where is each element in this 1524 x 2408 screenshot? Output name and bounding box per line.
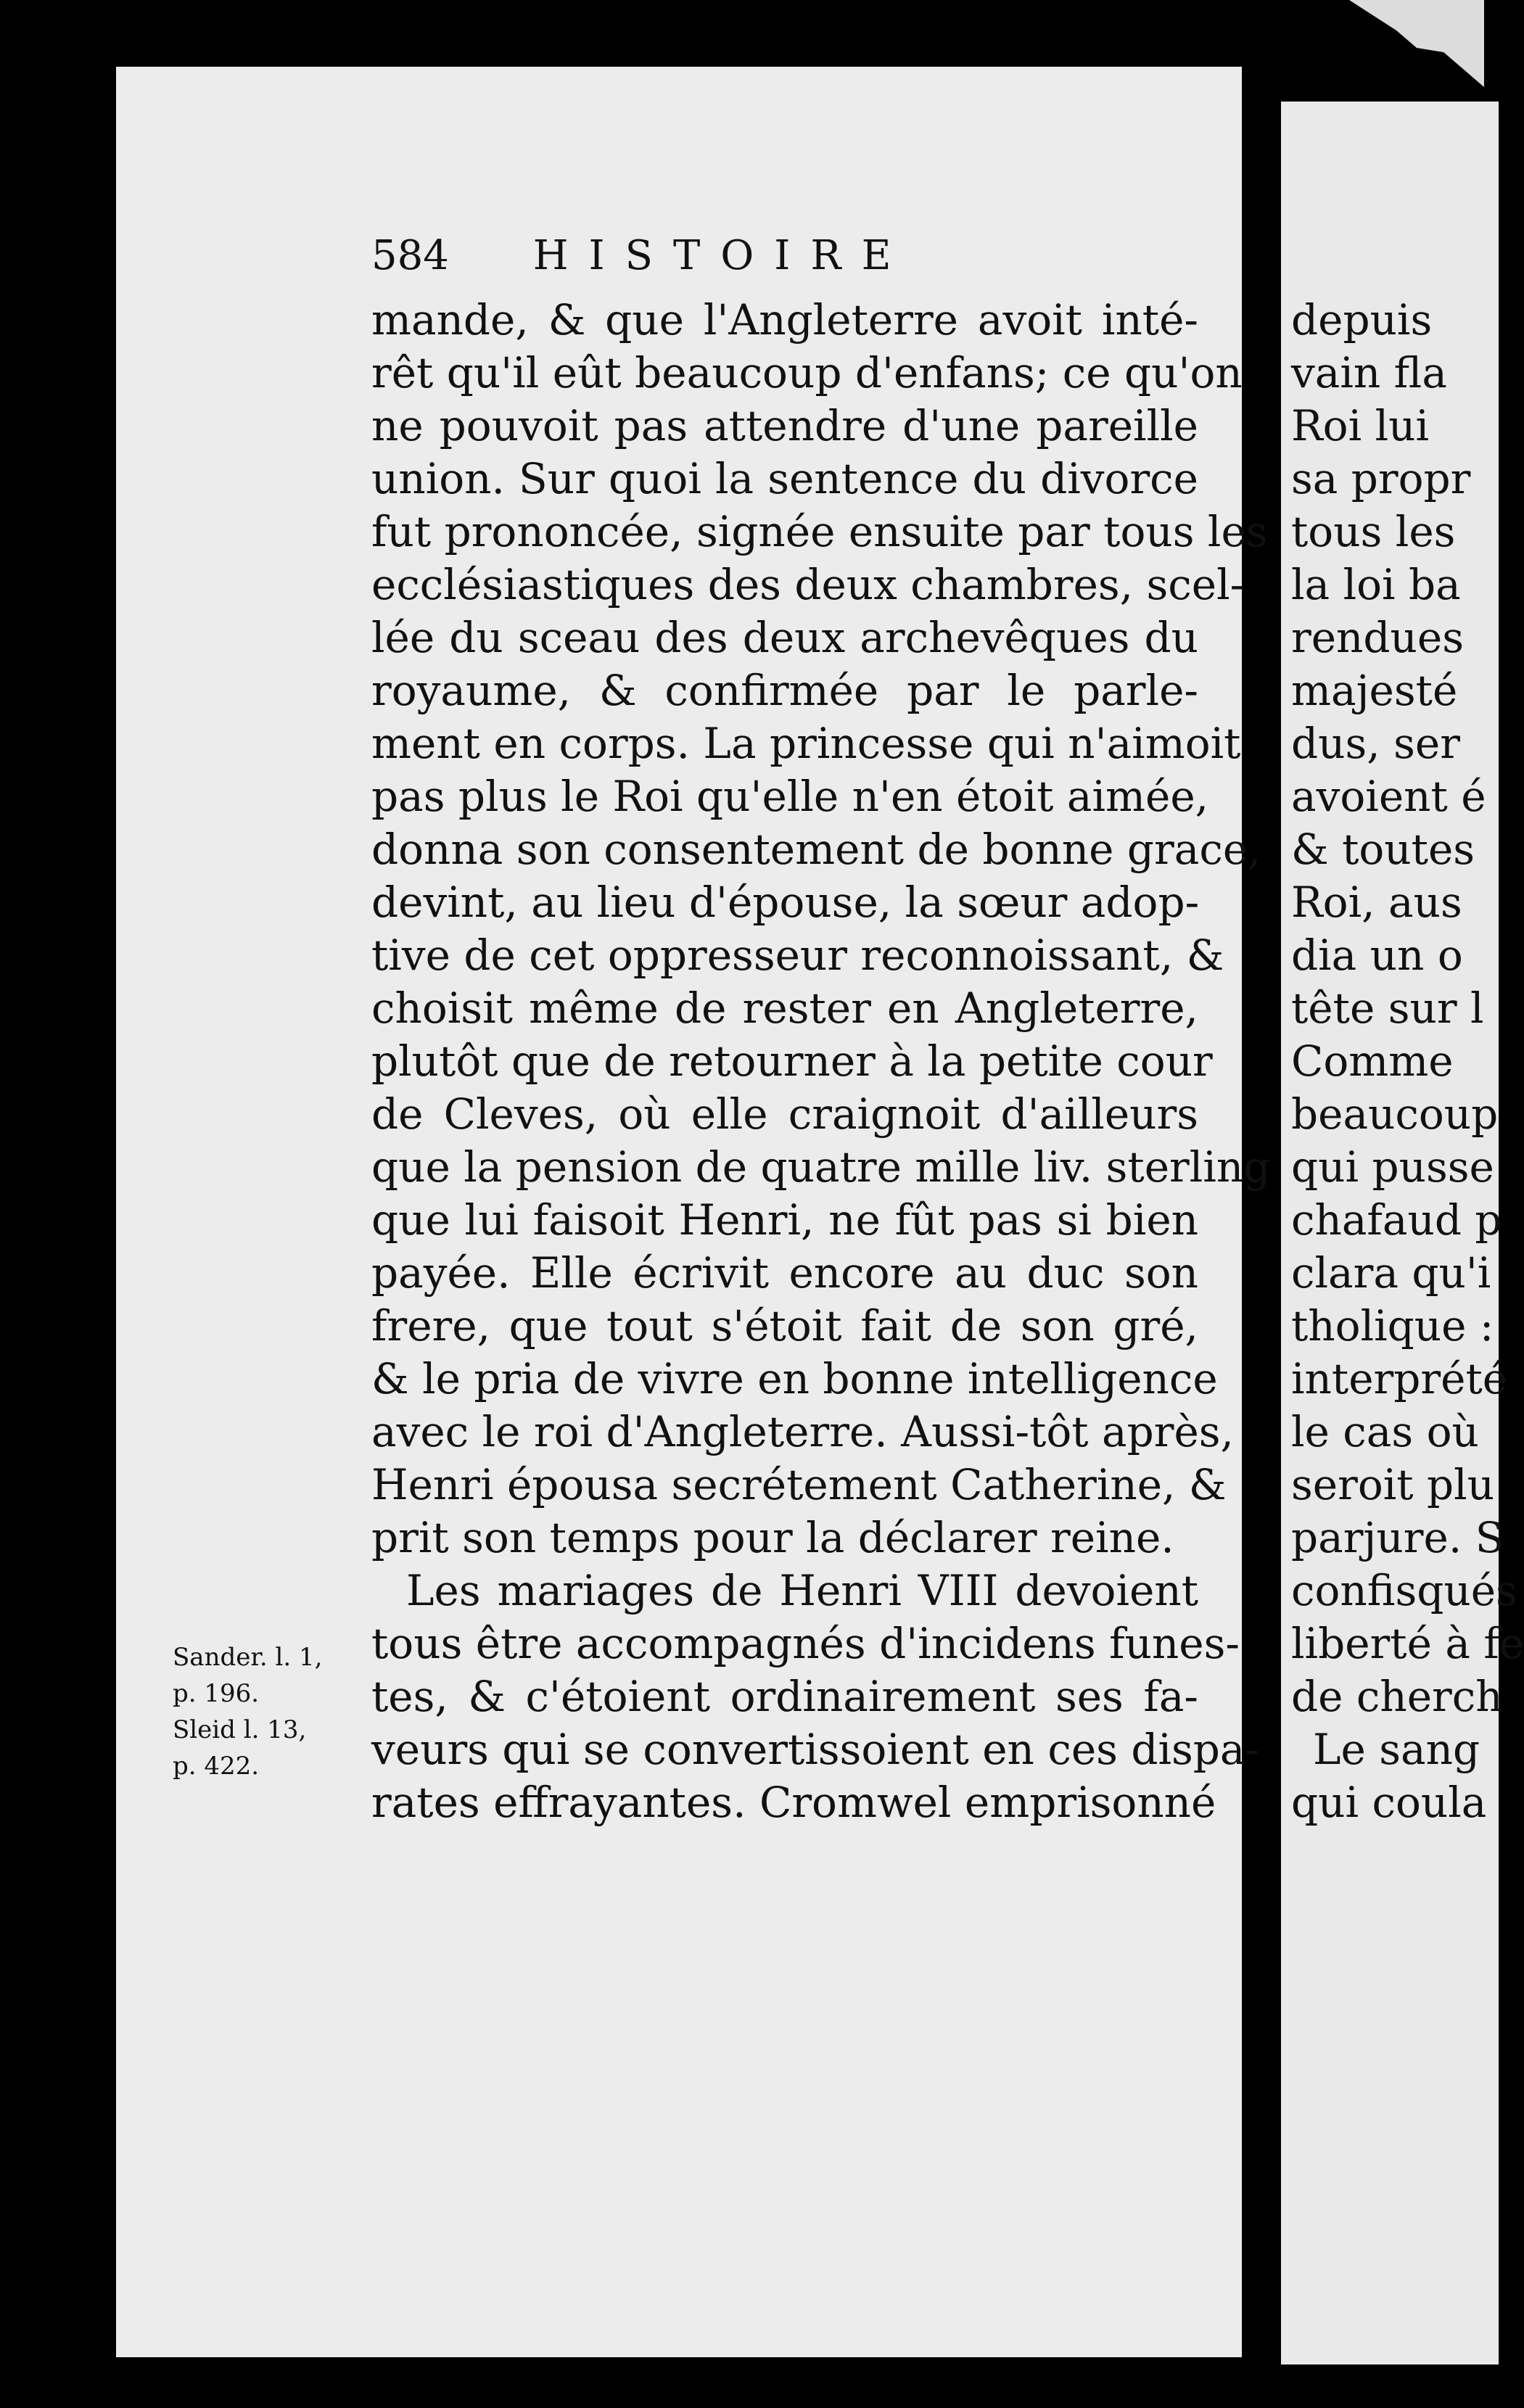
right-page-line: parjure. S: [1291, 1513, 1504, 1562]
body-text: [371, 294, 1271, 1829]
body-line: rates effrayantes. Cromwel emprisonné: [371, 1778, 1216, 1827]
right-page-line: dus, ser: [1291, 719, 1460, 768]
right-page-line: tête sur l: [1291, 984, 1484, 1033]
right-page-line: beaucoup: [1291, 1089, 1499, 1139]
right-page-line: liberté à fe: [1291, 1619, 1524, 1668]
right-page-line: Le sang: [1313, 1725, 1480, 1774]
body-line: plutôt que de retourner à la petite cour: [371, 1036, 1213, 1086]
right-page-line: vain fla: [1291, 348, 1447, 397]
margin-citation: [173, 1639, 361, 1784]
body-line: ne pouvoit pas attendre d'une pareille: [371, 401, 1198, 450]
right-page-line: dia un o: [1291, 931, 1463, 980]
right-page-line: sa propr: [1291, 454, 1471, 503]
right-page-line: rendues: [1291, 613, 1464, 662]
body-line: & le pria de vivre en bonne intelligence: [371, 1354, 1218, 1403]
body-line: fut prononcée, signée ensuite par tous les: [371, 507, 1268, 556]
running-head: [371, 232, 1242, 290]
right-page-line: Roi, aus: [1291, 878, 1462, 927]
body-line: Henri épousa secrétement Catherine, &: [371, 1460, 1227, 1509]
body-line: devint, au lieu d'épouse, la sœur adop-: [371, 878, 1200, 927]
body-line: que la pension de quatre mille liv. sterling: [371, 1142, 1271, 1192]
right-page-line: tous les: [1291, 507, 1456, 556]
body-line: Les mariages de Henri VIII devoient: [406, 1566, 1198, 1615]
body-line: veurs qui se convertissoient en ces dispa-: [371, 1725, 1260, 1774]
citation-line: p. 422.: [173, 1752, 260, 1781]
right-page-text: [1291, 294, 1524, 1829]
right-page-line: majesté: [1291, 666, 1458, 715]
body-line: de Cleves, où elle craignoit d'ailleurs: [371, 1089, 1198, 1139]
body-line: ment en corps. La princesse qui n'aimoit: [371, 719, 1241, 768]
right-page-line: & toutes: [1291, 825, 1475, 874]
body-line: prit son temps pour la déclarer reine.: [371, 1513, 1174, 1562]
torn-page-corner: [1349, 0, 1484, 87]
page-number: 584: [371, 232, 449, 279]
body-line: frere, que tout s'étoit fait de son gré,: [371, 1301, 1198, 1351]
body-line: mande, & que l'Angleterre avoit inté-: [371, 295, 1198, 345]
citation-line: Sleid l. 13,: [173, 1715, 307, 1744]
right-page-line: chafaud p: [1291, 1195, 1502, 1245]
body-line: choisit même de rester en Angleterre,: [371, 984, 1198, 1033]
body-line: donna son consentement de bonne grace,: [371, 825, 1261, 874]
body-line: payée. Elle écrivit encore au duc son: [371, 1248, 1198, 1298]
citation-line: Sander. l. 1,: [173, 1643, 323, 1672]
body-line: lée du sceau des deux archevêques du: [371, 613, 1198, 662]
right-page-line: la loi ba: [1291, 560, 1461, 609]
right-page-line: tholique :: [1291, 1301, 1494, 1351]
right-page-line: qui pusse: [1291, 1142, 1494, 1192]
body-line: union. Sur quoi la sentence du divorce: [371, 454, 1198, 503]
right-page-line: confisqués: [1291, 1566, 1517, 1615]
right-page-line: Comme: [1291, 1036, 1454, 1086]
right-page-line: depuis: [1291, 295, 1433, 345]
right-page-line: avoient é: [1291, 772, 1486, 821]
right-page-line: seroit plu: [1291, 1460, 1495, 1509]
right-page-line: le cas où: [1291, 1407, 1479, 1456]
body-line: tous être accompagnés d'incidens funes-: [371, 1619, 1240, 1668]
body-line: rêt qu'il eût beaucoup d'enfans; ce qu'on: [371, 348, 1243, 397]
body-line: avec le roi d'Angleterre. Aussi-tôt après,: [371, 1407, 1234, 1456]
right-page-line: clara qu'i: [1291, 1248, 1491, 1298]
running-title: HISTOIRE: [532, 232, 912, 279]
body-line: tive de cet oppresseur reconnoissant, &: [371, 931, 1224, 980]
right-page-line: Roi lui: [1291, 401, 1430, 450]
right-page-line: interprété: [1291, 1354, 1508, 1403]
body-line: pas plus le Roi qu'elle n'en étoit aimée,: [371, 772, 1209, 821]
right-page-line: de cherch: [1291, 1672, 1503, 1721]
right-page-line: qui coula: [1291, 1778, 1487, 1827]
body-line: tes, & c'étoient ordinairement ses fa-: [371, 1672, 1198, 1721]
citation-line: p. 196.: [173, 1679, 260, 1708]
body-line: que lui faisoit Henri, ne fût pas si bien: [371, 1195, 1198, 1245]
body-line: royaume, & confirmée par le parle-: [371, 666, 1198, 715]
body-line: ecclésiastiques des deux chambres, scel-: [371, 560, 1245, 609]
